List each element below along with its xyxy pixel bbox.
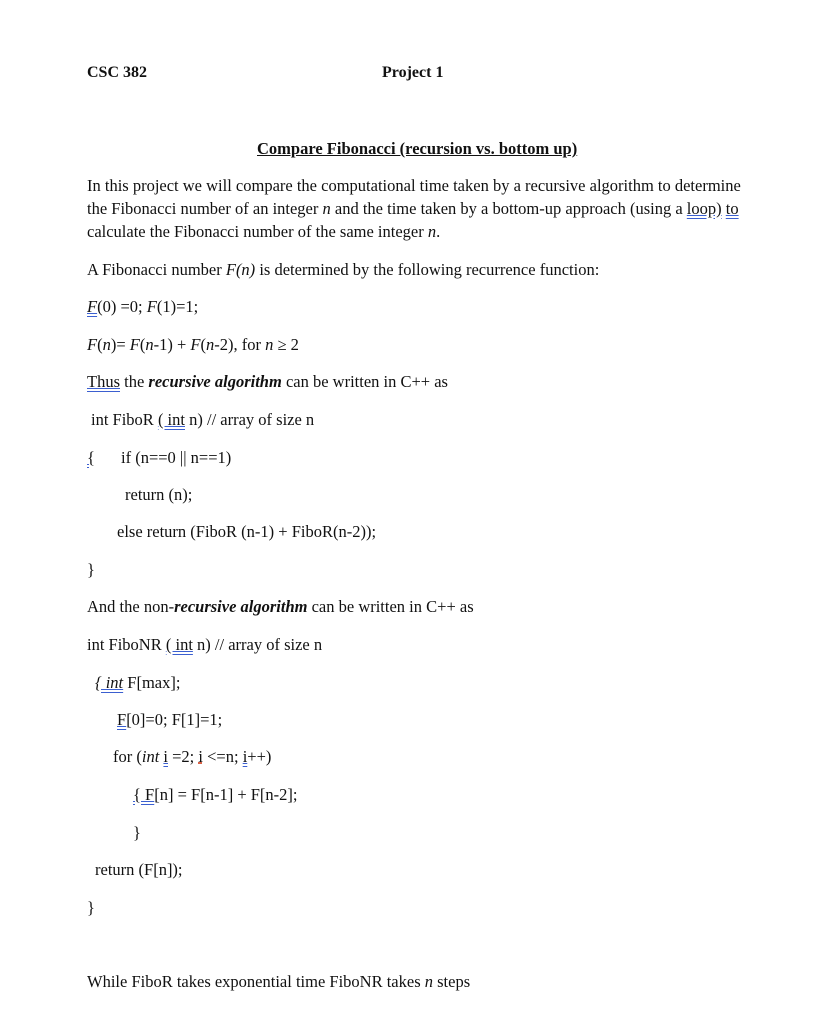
code-fibor-signature: int FiboR ( int n) // array of size n	[91, 410, 315, 429]
code-fibonr-array-decl: { int F[max];	[95, 673, 181, 692]
recurrence-line: F(n)= F(n-1) + F(n-2), for n ≥ 2	[87, 335, 299, 354]
code-fibonr-init: F[0]=0; F[1]=1;	[117, 710, 223, 729]
code-fibonr-loop-close: }	[133, 823, 141, 842]
page-title: Compare Fibonacci (recursion vs. bottom up)	[257, 139, 578, 158]
code-fibonr-signature: int FiboNR ( int n) // array of size n	[87, 635, 323, 654]
recursive-intro: Thus the recursive algorithm can be written in C++ as	[87, 372, 448, 391]
code-fibor-return: return (n);	[125, 485, 193, 504]
course-code: CSC 382	[87, 64, 148, 81]
code-fibonr-return: return (F[n]);	[95, 860, 183, 879]
code-fibonr-loop-body: { F[n] = F[n-1] + F[n-2];	[133, 785, 298, 804]
code-fibor-close-brace: }	[87, 560, 95, 579]
intro-paragraph: In this project we will compare the computational time taken by a recursive algorithm to determine the Fibonacci number of an integer n and the time taken by a bottom-up approach (using a loop) to calculate the Fibonacci number of the same integer n.	[87, 176, 741, 241]
code-fibonr-for: for (int i =2; i <=n; i++)	[113, 747, 272, 766]
closing-sentence: While FiboR takes exponential time FiboNR takes n steps	[87, 972, 471, 991]
code-fibor-open-brace: {	[87, 448, 95, 467]
code-fibonr-close-brace: }	[87, 898, 95, 917]
code-fibor-if: if (n==0 || n==1)	[121, 448, 232, 467]
code-fibor-else: else return (FiboR (n-1) + FiboR(n-2));	[117, 522, 377, 541]
base-cases: F(0) =0; F(1)=1;	[87, 297, 199, 316]
project-label: Project 1	[382, 64, 444, 81]
definition-line: A Fibonacci number F(n) is determined by the following recurrence function:	[87, 260, 600, 279]
nonrecursive-intro: And the non-recursive algorithm can be written in C++ as	[87, 597, 474, 616]
